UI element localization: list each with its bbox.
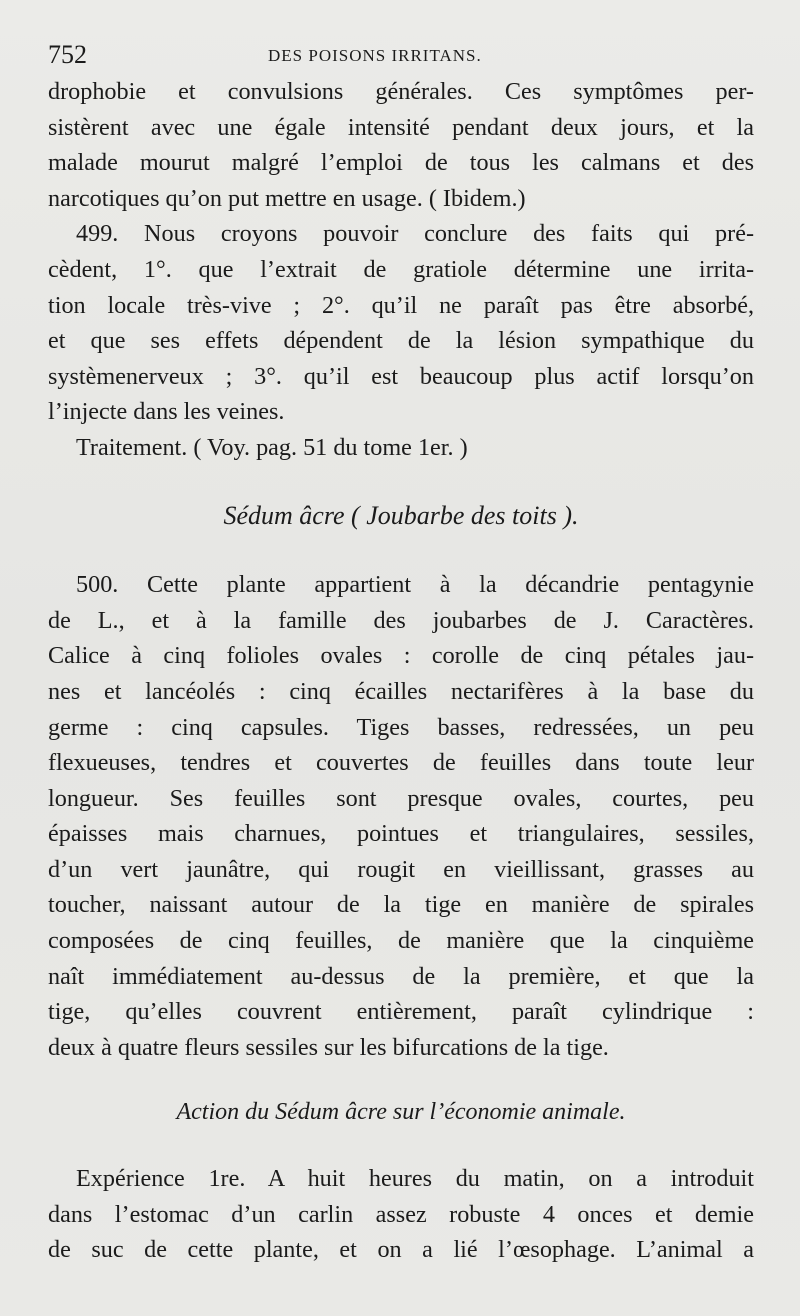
text-line: Calice à cinq folioles ovales : corolle de cinq pétales jau- bbox=[48, 642, 754, 670]
page-number: 752 bbox=[48, 40, 87, 69]
text-line: cèdent, 1°. que l’extrait de gratiole détermine une irrita- bbox=[48, 255, 754, 283]
section-heading-action: Action du Sédum âcre sur l’économie animale. bbox=[176, 1099, 626, 1126]
text-line: systèmenerveux ; 3°. qu’il est beaucoup plus actif lorsqu’on bbox=[48, 362, 754, 390]
paragraph-499-start: 499. Nous croyons pouvoir conclure des faits qui pré- bbox=[76, 220, 754, 248]
text-line: deux à quatre fleurs sessiles sur les bifurcations de la tige. bbox=[48, 1033, 609, 1061]
section-heading-sedum: Sédum âcre ( Joubarbe des toits ). bbox=[223, 500, 579, 530]
text-line: l’injecte dans les veines. bbox=[48, 398, 285, 426]
text-line: tion locale très-vive ; 2°. qu’il ne paraît pas être absorbé, bbox=[48, 291, 754, 319]
running-head: DES POISONS IRRITANS. bbox=[268, 46, 482, 65]
text-line: de L., et à la famille des joubarbes de J. Caractères. bbox=[48, 606, 754, 634]
text-line: épaisses mais charnues, pointues et triangulaires, sessiles, bbox=[48, 820, 754, 848]
text-line: longueur. Ses feuilles sont presque ovales, courtes, peu bbox=[48, 784, 754, 812]
text-line: drophobie et convulsions générales. Ces symptômes per- bbox=[48, 78, 754, 105]
text-line: malade mourut malgré l’emploi de tous les calmans et des bbox=[48, 149, 754, 177]
text-line: et que ses effets dépendent de la lésion sympathique du bbox=[48, 327, 754, 355]
text-line: nes et lancéolés : cinq écailles nectarifères à la base du bbox=[48, 677, 754, 705]
text-line: tige, qu’elles couvrent entièrement, paraît cylindrique : bbox=[48, 998, 754, 1026]
text-line: narcotiques qu’on put mettre en usage. ( Ibidem.) bbox=[48, 184, 526, 212]
text-line: sistèrent avec une égale intensité pendant deux jours, et la bbox=[48, 113, 754, 141]
text-line: de suc de cette plante, et on a lié l’œsophage. L’animal a bbox=[48, 1236, 754, 1264]
text-line: d’un vert jaunâtre, qui rougit en vieillissant, grasses au bbox=[48, 855, 754, 883]
text-line: toucher, naissant autour de la tige en manière de spirales bbox=[48, 891, 754, 919]
text-line: dans l’estomac d’un carlin assez robuste 4 onces et demie bbox=[48, 1200, 754, 1228]
page-header bbox=[48, 40, 752, 68]
body-text bbox=[48, 74, 754, 1268]
text-line: composées de cinq feuilles, de manière que la cinquième bbox=[48, 927, 754, 955]
paragraph-500-start: 500. Cette plante appartient à la décandrie pentagynie bbox=[76, 571, 754, 599]
experience-1-start: Expérience 1re. A huit heures du matin, on a introduit bbox=[76, 1165, 754, 1193]
traitement-line: Traitement. ( Voy. pag. 51 du tome 1er. ) bbox=[76, 433, 468, 461]
text-line: naît immédiatement au-dessus de la première, et que la bbox=[48, 962, 754, 990]
text-line: flexueuses, tendres et couvertes de feuilles dans toute leur bbox=[48, 749, 754, 777]
text-line: germe : cinq capsules. Tiges basses, redressées, un peu bbox=[48, 713, 754, 741]
